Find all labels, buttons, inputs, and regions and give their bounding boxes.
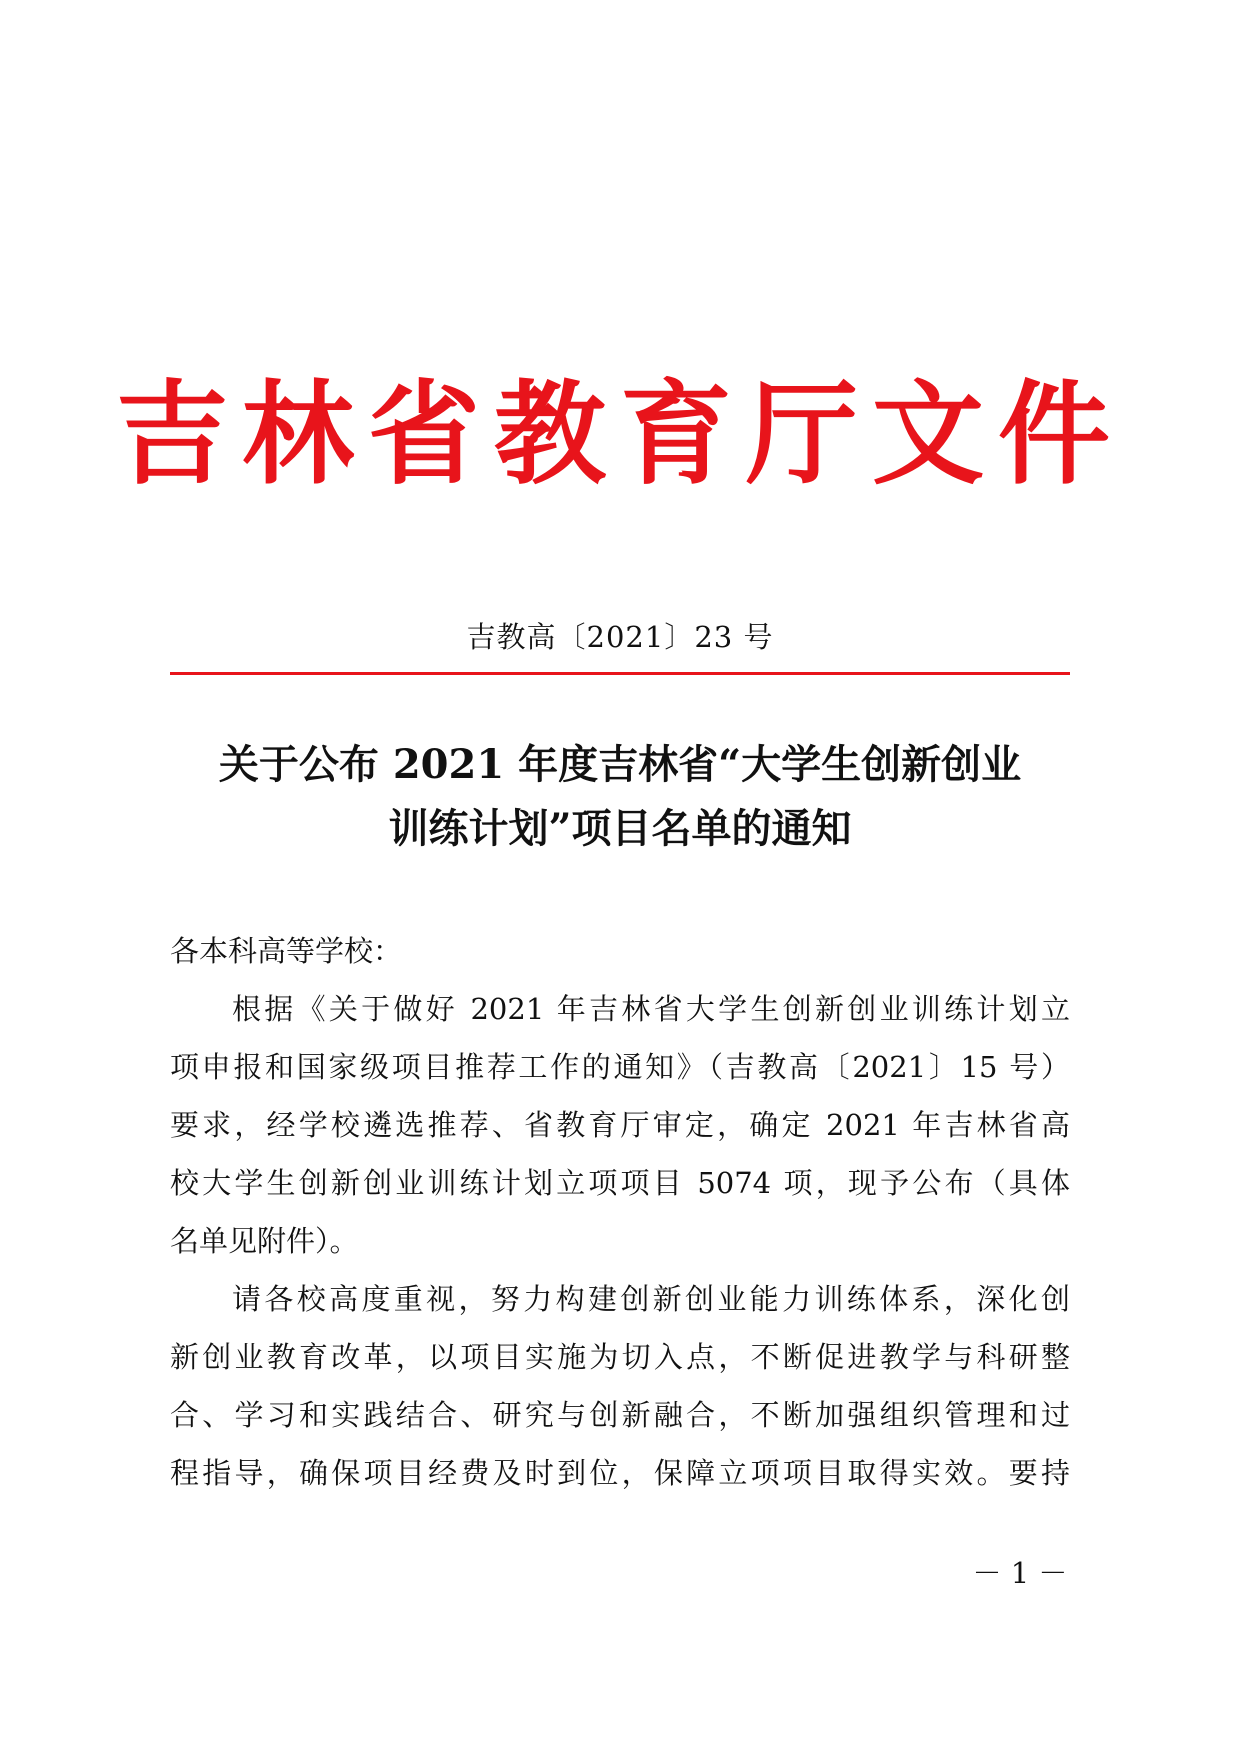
- paragraph-2-line: 程指导，确保项目经费及时到位，保障立项项目取得实效。要持: [170, 1456, 1070, 1490]
- paragraph-2-line: 请各校高度重视，努力构建创新创业能力训练体系，深化创: [232, 1282, 1070, 1316]
- paragraph-1: [170, 980, 1070, 1270]
- notice-title-line-1: 关于公布 2021 年度吉林省“大学生创新创业: [218, 741, 1022, 788]
- salutation: 各本科高等学校：: [170, 934, 403, 968]
- notice-title: [100, 733, 1140, 861]
- paragraph-2: [170, 1270, 1070, 1502]
- notice-title-line-2: 训练计划”项目名单的通知: [388, 805, 852, 852]
- page-number: － 1 －: [972, 1556, 1068, 1590]
- paragraph-2-line: 合、学习和实践结合、研究与创新融合，不断加强组织管理和过: [170, 1398, 1070, 1432]
- paragraph-1-line: 根据《关于做好 2021 年吉林省大学生创新创业训练计划立: [232, 992, 1070, 1026]
- paragraph-1-line: 项申报和国家级项目推荐工作的通知》（吉教高〔2021〕15 号）: [170, 1050, 1070, 1084]
- paragraph-1-line: 校大学生创新创业训练计划立项项目 5074 项，现予公布（具体: [170, 1166, 1070, 1200]
- paragraph-1-line: 要求，经学校遴选推荐、省教育厅审定，确定 2021 年吉林省高: [170, 1108, 1070, 1142]
- paragraph-1-line: 名单见附件）。: [170, 1224, 359, 1258]
- red-divider-rule: [170, 672, 1070, 675]
- document-number: 吉教高〔2021〕23 号: [466, 620, 774, 654]
- masthead-title: 吉林省教育厅文件: [116, 369, 1124, 500]
- paragraph-2-line: 新创业教育改革，以项目实施为切入点，不断促进教学与科研整: [170, 1340, 1070, 1374]
